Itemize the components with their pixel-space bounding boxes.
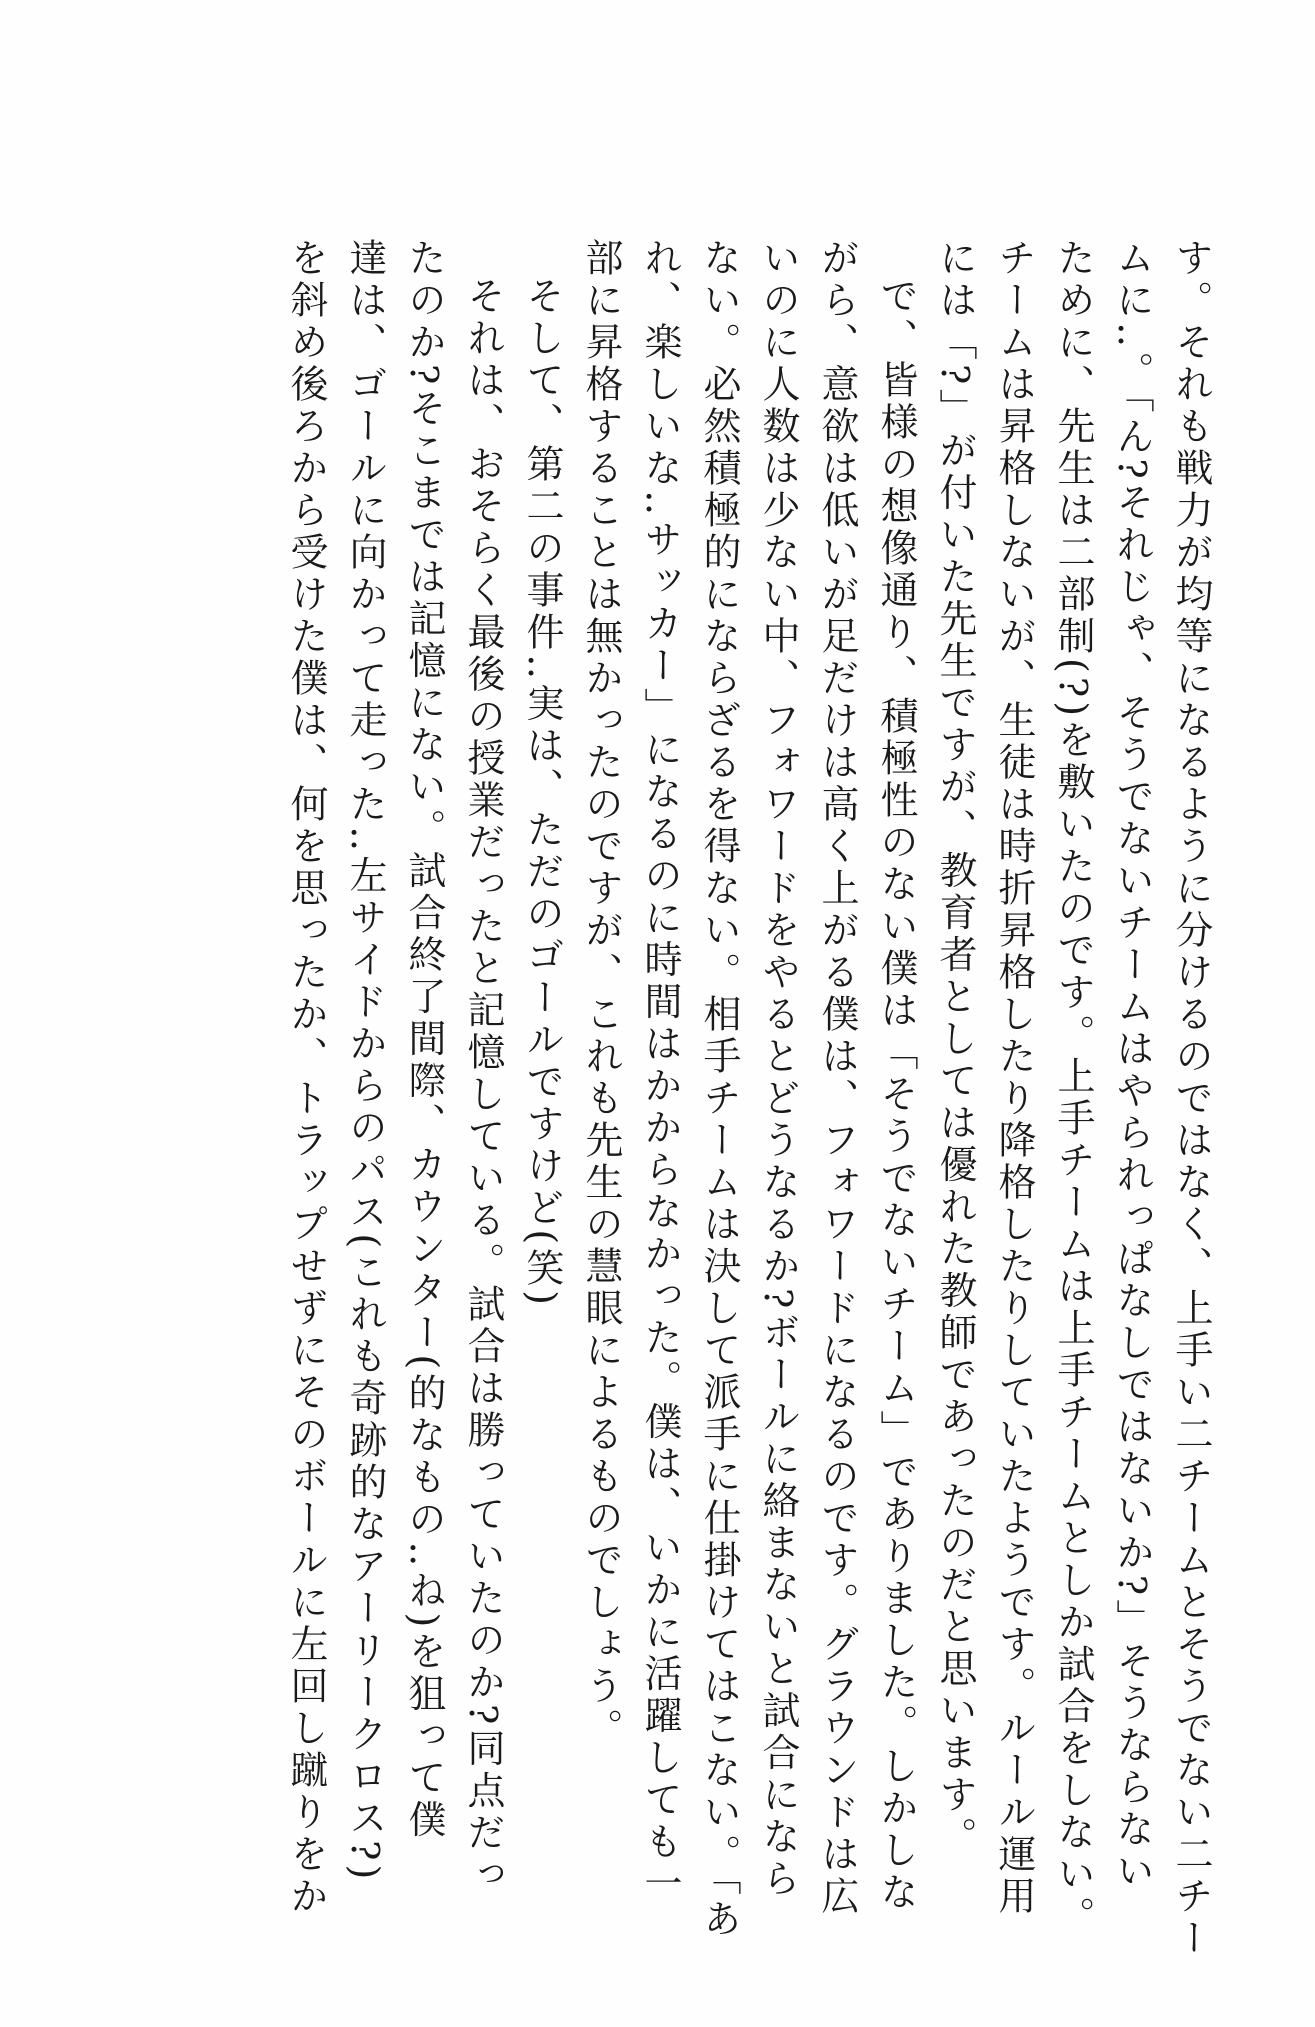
text-line: たのか?そこまでは記憶にない。試合終了間際、カウンター(的なもの‥ね)を狙って僕 <box>402 238 446 1842</box>
text-line: がら、意欲は低いが足だけは高く上がる僕は、フォワードになるのです。グラウンドは広 <box>815 238 859 1918</box>
text-line: ない。必然積極的にならざるを得ない。相手チームは決して派手に仕掛けてはこない。「あ <box>697 238 741 1941</box>
text-line: 部に昇格することは無かったのですが、これも先生の慧眼によるものでしょう。 <box>579 238 623 1750</box>
text-line: ムに‥。「ん?それじゃ、そうでないチームはやられっぱなしではないか?」そうならない <box>1110 238 1154 1894</box>
text-line: 達は、ゴールに向かって走った‥左サイドからのパス(これも奇跡的なアーリークロス?) <box>343 238 387 1884</box>
text-line: ために、先生は二部制(?)を敷いたのです。上手チームは上手チームとしか試合をしない。 <box>1051 238 1095 1939</box>
text-line: いのに人数は少ない中、フォワードをやるとどうなるか?ボールに絡まないと試合になら <box>756 238 800 1901</box>
text-line: れ、楽しいな‥サッカー」になるのに時間はかからなかった。僕は、いかに活躍しても一 <box>638 238 682 1906</box>
text-line: それは、おそらく最後の授業だったと記憶している。試合は勝っていたのか?同点だっ <box>461 276 505 1897</box>
text-line: で、皆様の想像通り、積極性のない僕は「そうでないチーム」でありました。しかしな <box>874 276 918 1914</box>
text-line: す。それも戦力が均等になるように分けるのではなく、上手い二チームとそうでない二チー <box>1169 238 1213 1960</box>
text-line: チームは昇格しないが、生徒は時折昇格したり降格したりしていたようです。ルール運用 <box>992 238 1036 1918</box>
text-line: には「?」が付いた先生ですが、教育者としては優れた教師であったのだと思います。 <box>933 238 977 1859</box>
vertical-text-body <box>276 238 1220 1960</box>
text-line: そして、第二の事件‥実は、ただのゴールですけど(笑) <box>520 276 564 1309</box>
text-line: を斜め後ろから受けた僕は、何を思ったか、トラップせずにそのボールに左回し蹴りをか <box>284 238 328 1918</box>
